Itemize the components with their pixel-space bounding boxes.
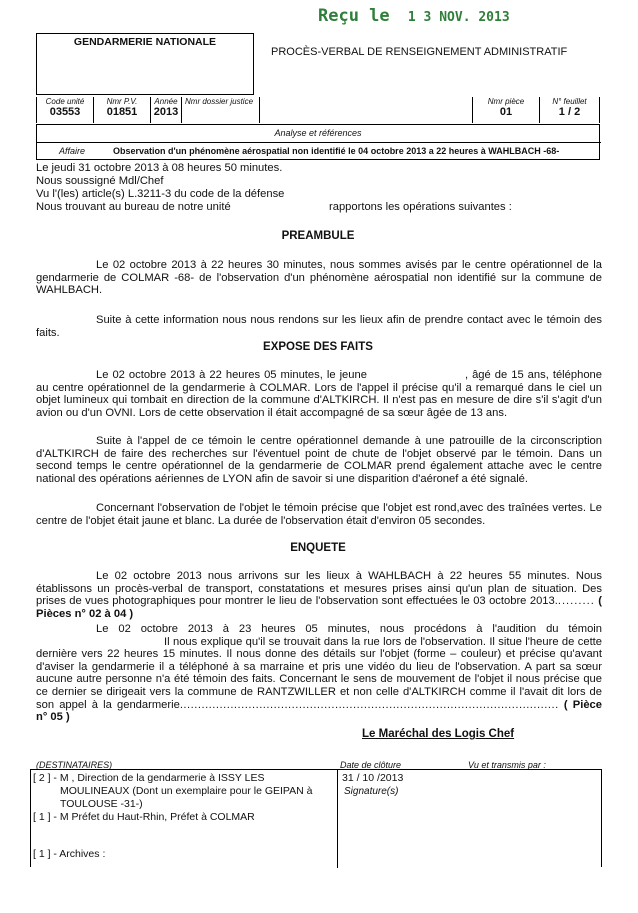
pv-cell <box>94 97 151 123</box>
dossier-label: Nmr dossier justice <box>185 97 254 106</box>
destinataire-1-line-1: [ 2 ] - M , Direction de la gendarmerie à ISSY LES <box>33 772 265 784</box>
piece-value: 01 <box>499 106 513 118</box>
expose-paragraph-1 <box>36 369 602 419</box>
destinataire-1-line-2: MOULINEAUX (Dont un exemplaire pour le GEIPAN à <box>60 785 313 797</box>
annee-cell <box>151 97 182 123</box>
expose-p1-rest: , âgé de 15 ans, téléphone au centre opérationnel de la gendarmerie à COLMAR. Lors de l'appel il précise qu'il a remarqué dans le ciel un objet lumineux qui tombait en direction de la commune d'ALTKIRCH. Il n'est pas en mesure de dire s'il s'agit d'un avion ou d'un OVNI. Lors de cette observation il était accompagné de sa sœur âgée de 13 ans. <box>36 369 602 419</box>
analyse-box <box>36 124 600 160</box>
piece-label: Nmr pièce <box>487 97 525 106</box>
letterhead-box <box>36 33 254 95</box>
intro-operations: rapportons les opérations suivantes : <box>329 201 512 213</box>
expose-p1-start: Le 02 octobre 2013 à 22 heures 05 minutes, le jeune <box>96 369 367 381</box>
stamp-label: Reçu le <box>318 6 390 26</box>
dossier-cell <box>182 97 260 123</box>
enquete-p2-ref: ( Pièce n° 05 ) <box>36 698 602 724</box>
vu-transmis-label: Vu et transmis par : <box>468 760 546 770</box>
document-title: PROCÈS-VERBAL DE RENSEIGNEMENT ADMINISTRATIF <box>271 46 568 58</box>
destinataire-2: [ 1 ] - M Préfet du Haut-Rhin, Préfet à COLMAR <box>33 811 255 823</box>
footer-divider <box>337 770 339 868</box>
pv-label: Nmr P.V. <box>106 97 138 106</box>
destinataire-3: [ 1 ] - Archives : <box>33 848 106 860</box>
code-unite-value: 03553 <box>49 106 81 118</box>
enquete-p1-text: Le 02 octobre 2013 nous arrivons sur les lieux à WAHLBACH à 22 heures 55 minutes. Nous établissons un procès-verbal de transport, constatations et mesures prises ainsi qu'un plan de situation. Des prises de vues photographiques pour montrer le lieu de l'observation sont effectuées le 03 octobre 2013. <box>36 570 602 608</box>
section-enquete: ENQUETE <box>290 542 346 554</box>
intro-soussigne: Nous soussigné Mdl/Chef <box>36 175 164 187</box>
feuillet-cell <box>540 97 600 123</box>
enquete-p1-ref: ( Pièces n° 02 à 04 ) <box>36 595 603 620</box>
feuillet-value: 1 / 2 <box>558 106 581 118</box>
annee-value: 2013 <box>153 106 179 118</box>
received-stamp <box>318 6 510 26</box>
intro-date: Le jeudi 31 octobre 2013 à 08 heures 50 minutes. <box>36 162 283 174</box>
expose-paragraph-2: Suite à l'appel de ce témoin le centre opérationnel demande à une patrouille de la circonscription d'ALTKIRCH de faire des recherches sur l'éventuel point de chute de l'objet observé par le témoin. Dans un second temps le centre opérationnel de la gendarmerie de COLMAR prend également attache avec le centre national des opérations aériennes de LYON afin de savoir si une disparition d'aéronef a été signalé. <box>36 435 602 485</box>
intro-location: Nous trouvant au bureau de notre unité <box>36 201 231 213</box>
annee-label: Année <box>154 97 178 106</box>
intro-articles: Vu l'(les) article(s) L.3211-3 du code de la défense <box>36 188 285 200</box>
preambule-paragraph-2: Suite à cette information nous nous rendons sur les lieux afin de prendre contact avec le témoin des faits. <box>36 314 602 339</box>
signature-label: Signature(s) <box>344 786 399 797</box>
analyse-label: Analyse et références <box>274 128 362 138</box>
enquete-p2-start: Le 02 octobre 2013 à 23 heures 05 minutes, nous procédons à l'audition du témoin <box>96 623 602 635</box>
enquete-paragraph-1: Le 02 octobre 2013 nous arrivons sur les lieux à WAHLBACH à 22 heures 55 minutes. Nous établissons un procès-verbal de transport, constatations et mesures prises ainsi qu'un plan de situation. Des prises de vues photographiques pour montrer le lieu de l'observation sont effectuées le 03 octobre 2013.......... ( Pièces n° 02 à 04 ) <box>36 570 603 620</box>
affaire-text: Observation d'un phénomène aérospatial non identifié le 04 octobre 2013 a 22 heures à WAHLBACH -68- <box>113 146 560 156</box>
code-unite-cell <box>36 97 94 123</box>
piece-cell <box>472 97 540 123</box>
pv-value: 01851 <box>106 106 138 118</box>
destinataire-1-line-3: TOULOUSE -31-) <box>60 798 143 810</box>
enquete-paragraph-2: Le 02 octobre 2013 à 23 heures 05 minutes, nous procédons à l'audition du témoinIl nous explique qu'il se trouvait dans la rue lors de l'observation. Il situe l'heure de cette dernière vers 22 heures 15 minutes. Il nous donne des détails sur l'objet (forme – couleur) et précise qu'avant d'aviser la gendarmerie il a téléphoné à sa marraine et pris une vidéo du lieu de l'observation. A part sa sœur aucune autre personne n'a été témoin des faits. Concernant le sens de mouvement de l'objet il nous précise que ce dernier se dirigeait vers la commune de RANTZWILLER et non celle d'ALTKIRCH comme il l'avait dit lors de son appel à la gendarmerie......................................................................................................... ( Pièce n° 05 ) <box>36 623 603 724</box>
date-cloture-value: 31 / 10 /2013 <box>342 772 404 784</box>
affaire-label: Affaire <box>59 146 86 156</box>
code-unite-label: Code unité <box>45 97 85 106</box>
section-expose: EXPOSE DES FAITS <box>263 341 373 353</box>
enquete-p2-il: Il <box>164 635 170 648</box>
preambule-paragraph-1: Le 02 octobre 2013 à 22 heures 30 minutes, nous sommes avisés par le centre opérationnel de la gendarmerie de COLMAR -68- de l'observation d'un phénomène aérospatial non identifié sur la commune de WAHLBACH. <box>36 259 602 297</box>
enquete-p2-rest: nous explique qu'il se trouvait dans la rue lors de l'observation. Il situe l'heure de cette dernière vers 22 heures 15 minutes. Il nous donne des détails sur l'objet (forme – couleur) et précise qu'avant d'aviser la gendarmerie il a téléphoné à sa marraine et pris une vidéo du lieu de l'observation. A part sa sœur aucune autre personne n'a été témoin des faits. Concernant le sens de mouvement de l'objet il nous précise que ce dernier se dirigeait vers la commune de RANTZWILLER et non celle d'ALTKIRCH comme il l'avait dit lors de son appel à la gendarmerie <box>36 635 603 711</box>
date-cloture-label: Date de clôture <box>340 760 402 770</box>
reference-row <box>36 97 600 123</box>
stamp-date: 1 3 NOV. 2013 <box>407 10 510 25</box>
org-name: GENDARMERIE NATIONALE <box>73 36 217 48</box>
feuillet-label: N° feuillet <box>552 97 587 106</box>
analyse-divider <box>37 142 601 144</box>
expose-paragraph-3: Concernant l'observation de l'objet le témoin précise que l'objet est rond,avec des traînées vertes. Le centre de l'objet était jaune et blanc. La durée de l'observation était d'environ 05 secondes. <box>36 502 602 527</box>
section-preambule: PREAMBULE <box>281 230 355 242</box>
signature-title: Le Maréchal des Logis Chef <box>362 728 515 740</box>
destinataires-label: (DESTINATAIRES) <box>36 760 113 770</box>
